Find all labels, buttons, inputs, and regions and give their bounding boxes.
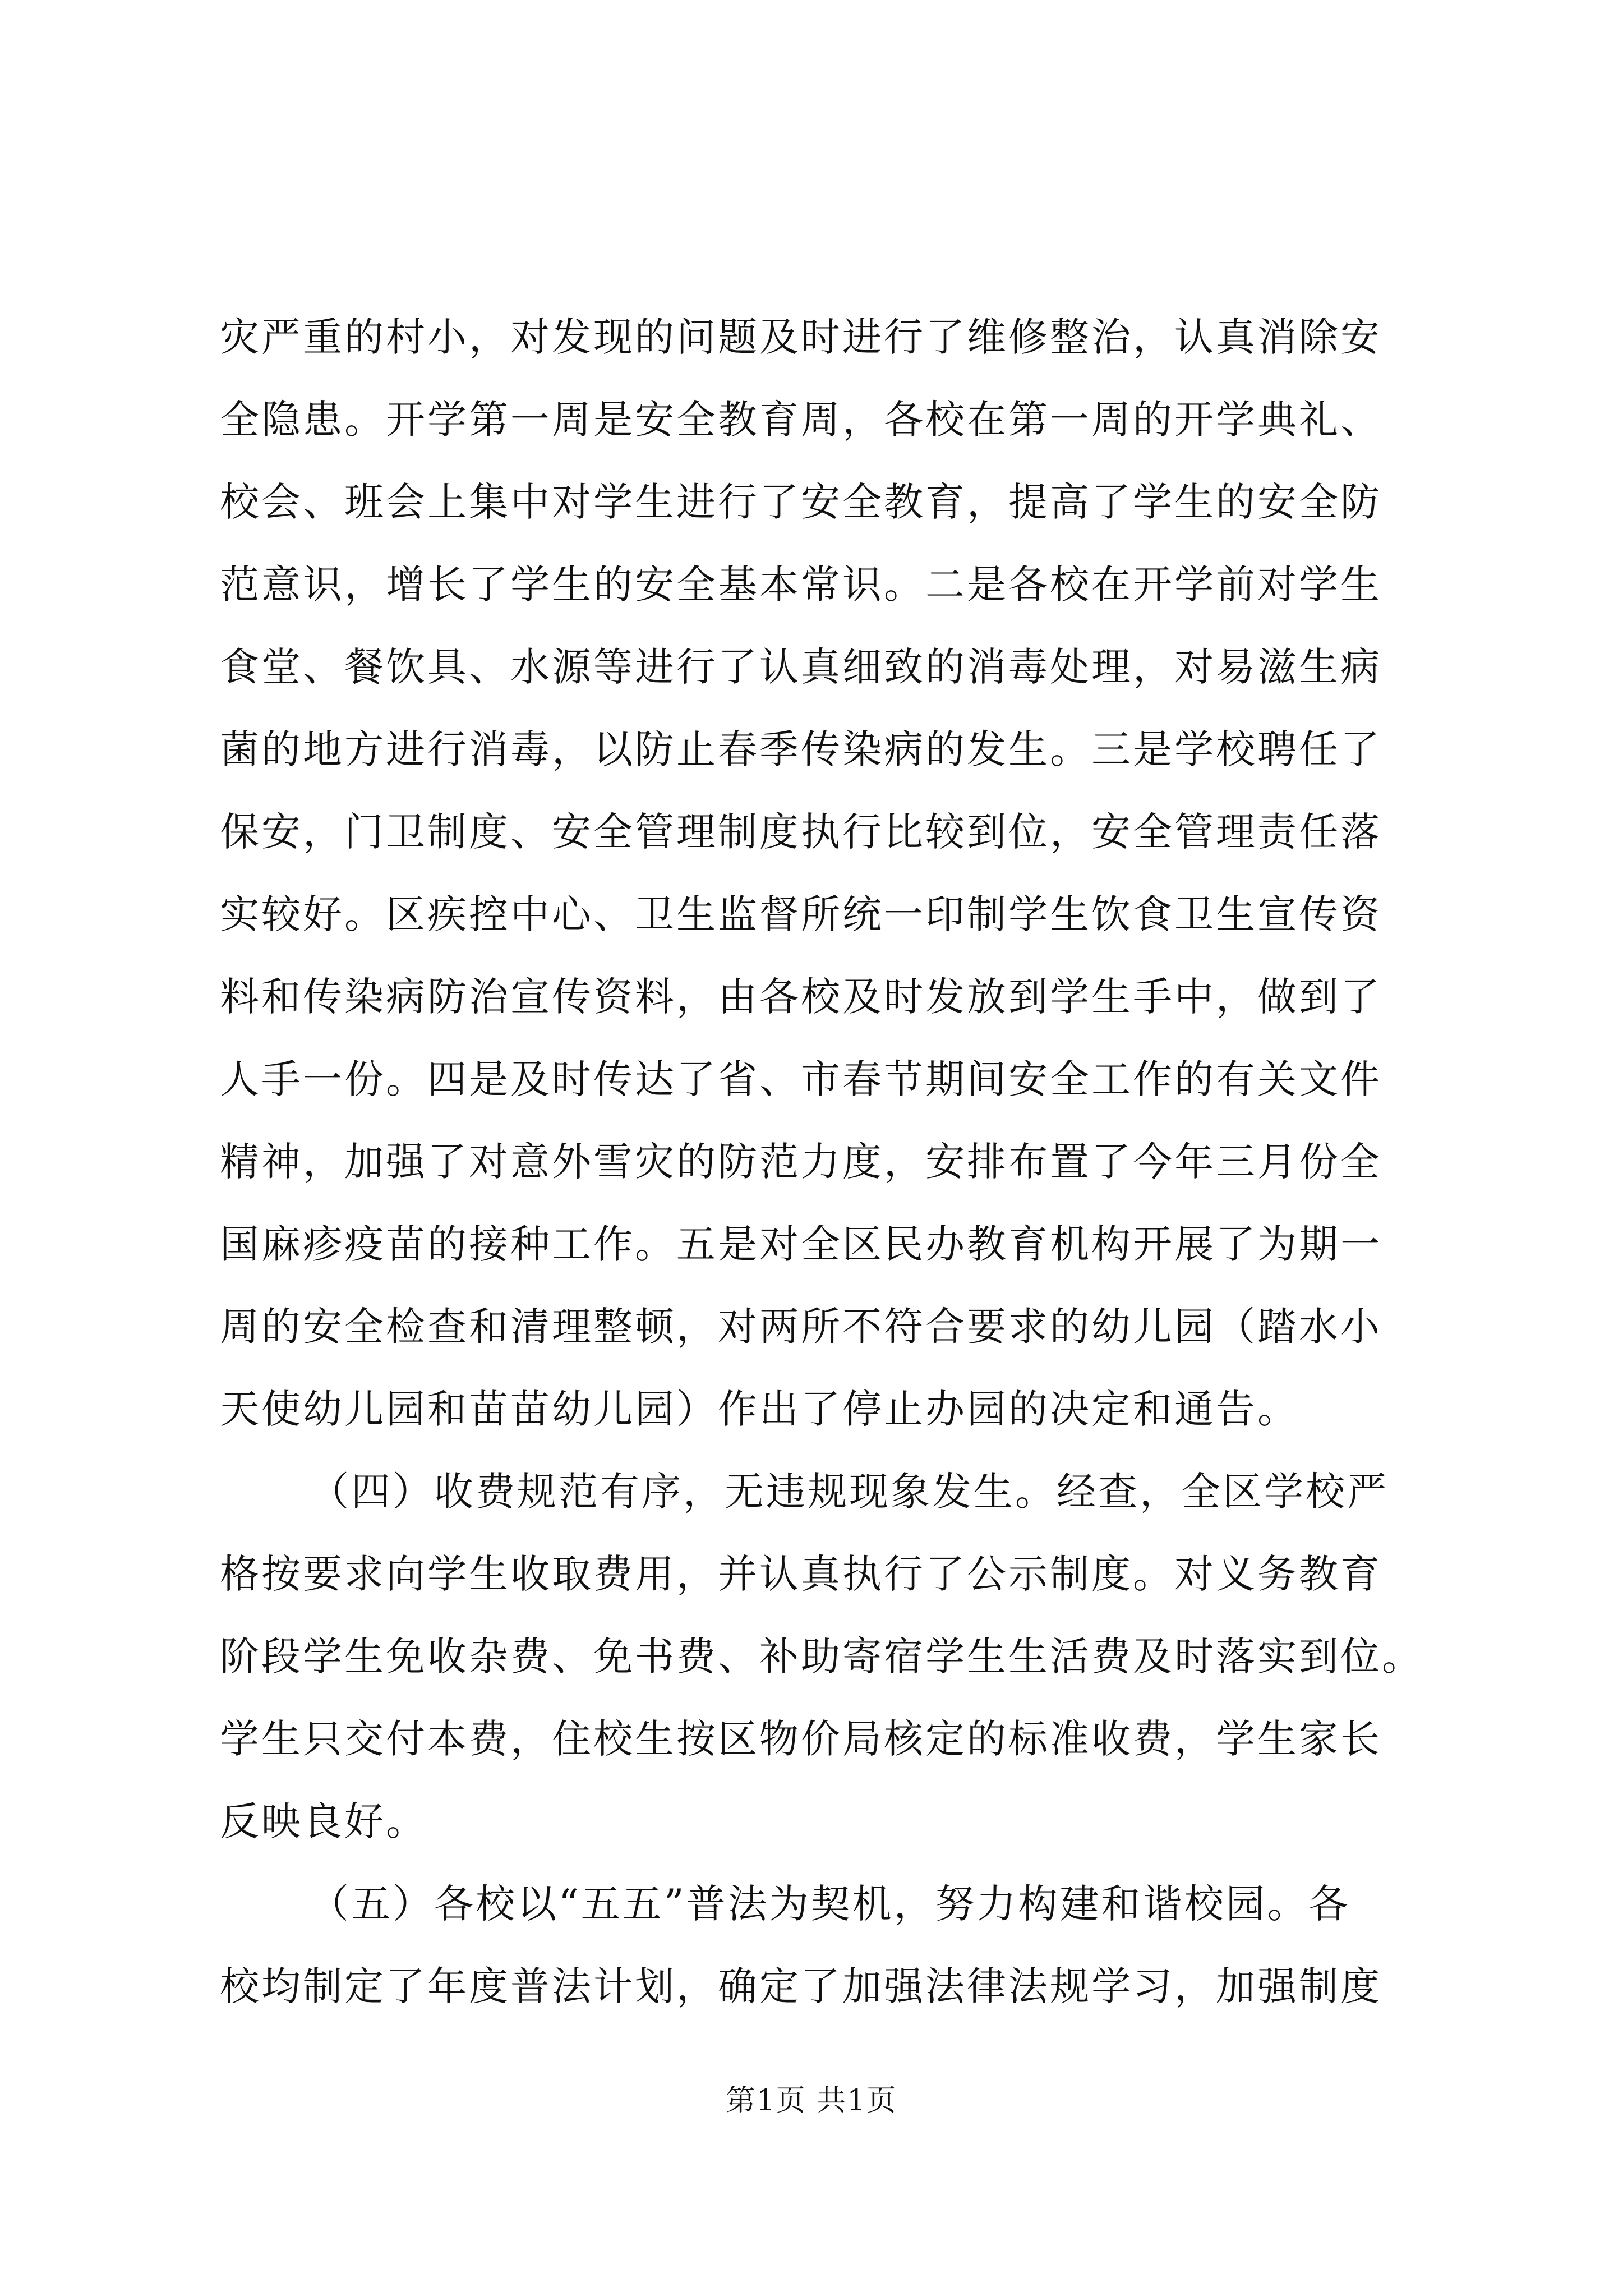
document-body bbox=[220, 296, 1426, 2028]
text-line: 范意识，增长了学生的安全基本常识。二是各校在开学前对学生 bbox=[220, 562, 1382, 608]
paragraph-start-line: （四）收费规范有序，无违规现象发生。经查，全区学校严 bbox=[310, 1469, 1389, 1515]
text-line: 学生只交付本费，住校生按区物价局核定的标准收费，学生家长 bbox=[220, 1716, 1382, 1762]
text-line: 阶段学生免收杂费、免书费、补助寄宿学生生活费及时落实到位。 bbox=[220, 1634, 1423, 1680]
text-line: 反映良好。 bbox=[220, 1798, 427, 1844]
text-line: 格按要求向学生收取费用，并认真执行了公示制度。对义务教育 bbox=[220, 1551, 1382, 1597]
text-line: 全隐患。开学第一周是安全教育周，各校在第一周的开学典礼、 bbox=[220, 397, 1382, 443]
text-line: 周的安全检查和清理整顿，对两所不符合要求的幼儿园（踏水小 bbox=[220, 1304, 1382, 1350]
text-line: 国麻疹疫苗的接种工作。五是对全区民办教育机构开展了为期一 bbox=[220, 1221, 1382, 1267]
text-line: 人手一份。四是及时传达了省、市春节期间安全工作的有关文件 bbox=[220, 1056, 1382, 1102]
text-line: 校会、班会上集中对学生进行了安全教育，提高了学生的安全防 bbox=[220, 479, 1382, 525]
text-line: 实较好。区疾控中心、卫生监督所统一印制学生饮食卫生宣传资 bbox=[220, 891, 1382, 937]
page-footer: 第1页 共1页 bbox=[726, 2084, 897, 2118]
text-line: 料和传染病防治宣传资料，由各校及时发放到学生手中，做到了 bbox=[220, 974, 1382, 1020]
text-line: 菌的地方进行消毒，以防止春季传染病的发生。三是学校聘任了 bbox=[220, 726, 1382, 772]
text-line: 精神，加强了对意外雪灾的防范力度，安排布置了今年三月份全 bbox=[220, 1139, 1382, 1185]
text-line: 保安，门卫制度、安全管理制度执行比较到位，安全管理责任落 bbox=[220, 809, 1382, 855]
text-line: 食堂、餐饮具、水源等进行了认真细致的消毒处理，对易滋生病 bbox=[220, 644, 1382, 690]
paragraph-start-line: （五）各校以“五五”普法为契机，努力构建和谐校园。各 bbox=[310, 1881, 1350, 1927]
text-line: 灾严重的村小，对发现的问题及时进行了维修整治，认真消除安 bbox=[220, 314, 1382, 360]
text-line: 天使幼儿园和苗苗幼儿园）作出了停止办园的决定和通告。 bbox=[220, 1386, 1299, 1432]
text-line: 校均制定了年度普法计划，确定了加强法律法规学习，加强制度 bbox=[220, 1963, 1382, 2009]
